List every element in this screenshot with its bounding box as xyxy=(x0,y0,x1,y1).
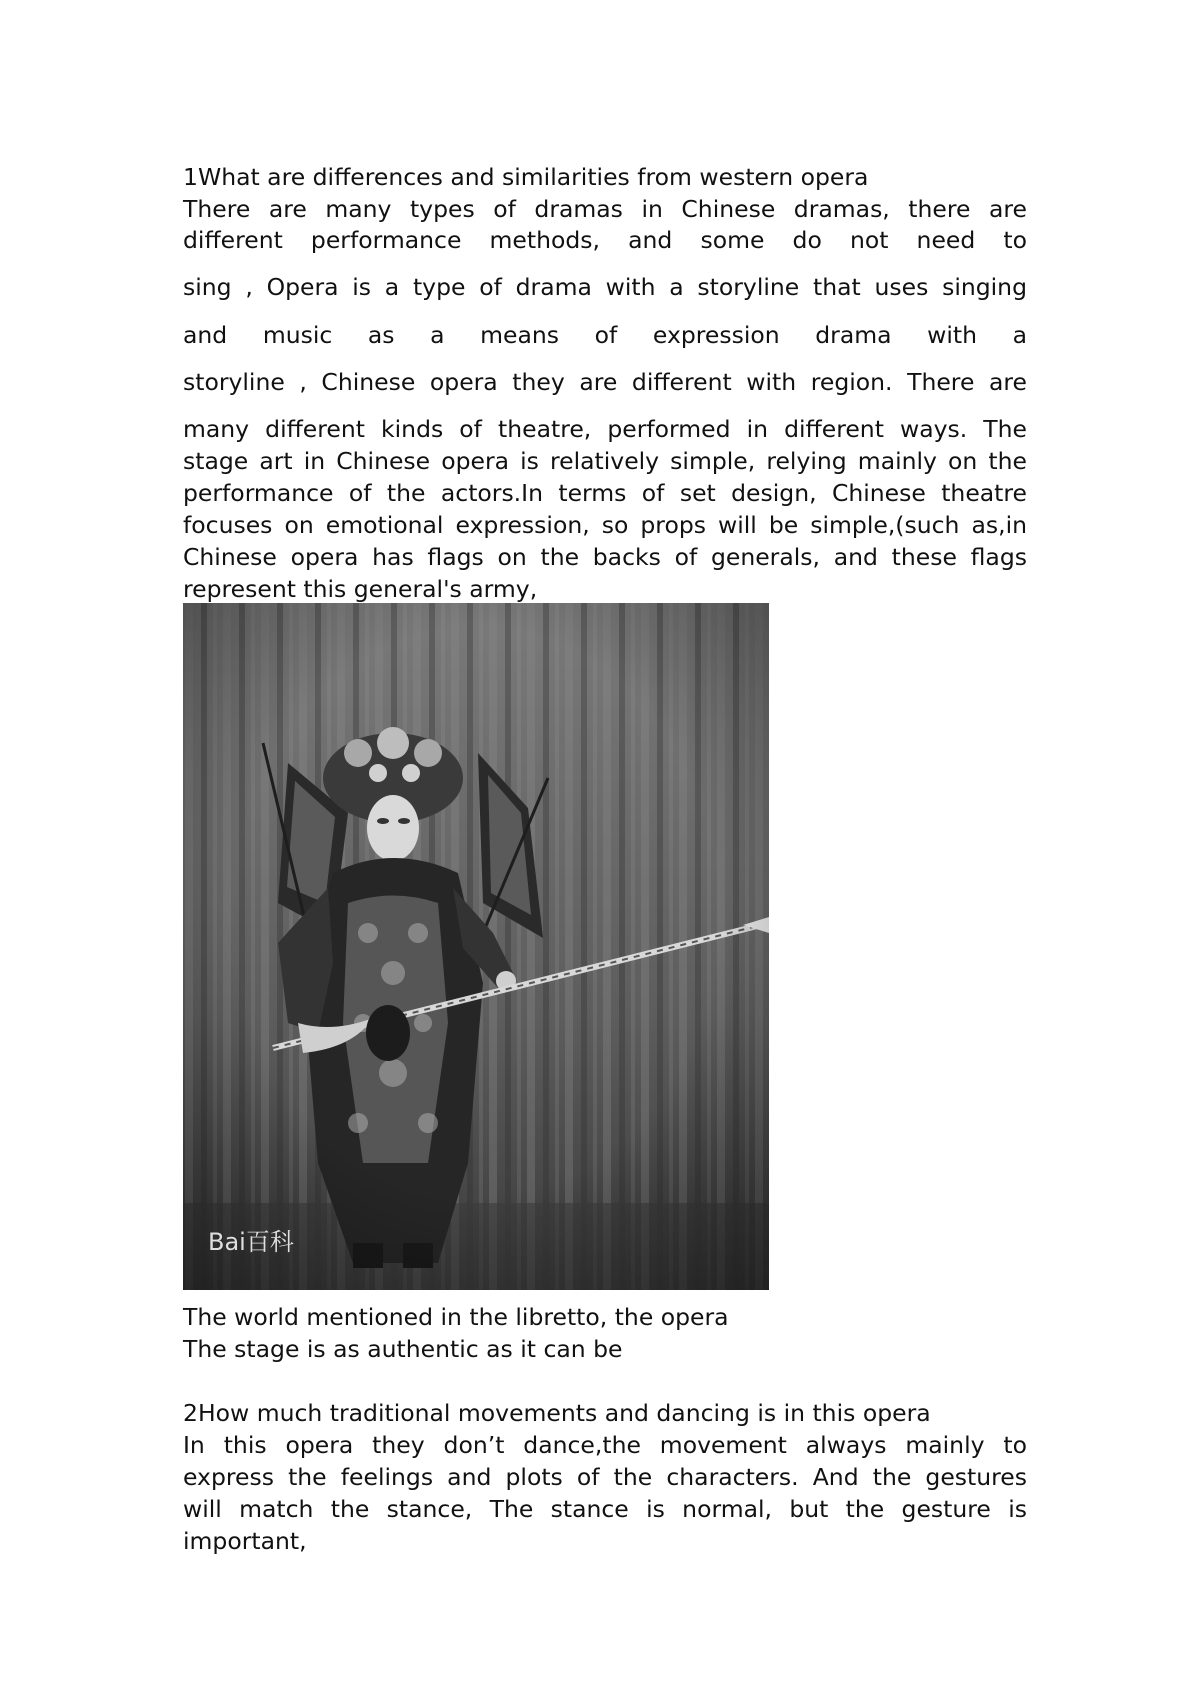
body-line: focuses on emotional expression, so props will be simple,(such as,in xyxy=(183,511,1027,539)
body-line: performance of the actors.In terms of set design, Chinese theatre xyxy=(183,479,1027,507)
opera-performer-image xyxy=(183,603,769,1290)
body-line: In this opera they don’t dance,the movement always mainly to xyxy=(183,1431,1027,1459)
body-line: sing , Opera is a type of drama with a storyline that uses singing xyxy=(183,273,1027,301)
body-line: express the feelings and plots of the characters. And the gestures xyxy=(183,1463,1027,1491)
body-line: different performance methods, and some do not need to xyxy=(183,226,1027,254)
opera-general-photo xyxy=(183,603,769,1290)
body-line: storyline , Chinese opera they are different with region. There are xyxy=(183,368,1027,396)
body-line: Chinese opera has flags on the backs of generals, and these flags xyxy=(183,543,1027,571)
body-line: stage art in Chinese opera is relatively simple, relying mainly on the xyxy=(183,447,1027,475)
photo-caption-line-2: The stage is as authentic as it can be xyxy=(183,1335,623,1363)
body-line: and music as a means of expression drama with a xyxy=(183,321,1027,349)
body-line: many different kinds of theatre, performed in different ways. The xyxy=(183,415,1027,443)
section-2-heading: 2How much traditional movements and dancing is in this opera xyxy=(183,1399,931,1427)
section-1-heading: 1What are differences and similarities from western opera xyxy=(183,163,869,191)
body-line: represent this general's army, xyxy=(183,575,538,603)
body-line: will match the stance, The stance is normal, but the gesture is xyxy=(183,1495,1027,1523)
body-line: important, xyxy=(183,1527,307,1555)
body-line: There are many types of dramas in Chinese dramas, there are xyxy=(183,195,1027,223)
photo-caption-line-1: The world mentioned in the libretto, the opera xyxy=(183,1303,729,1331)
baidu-watermark: Bai百科 xyxy=(208,1228,294,1256)
